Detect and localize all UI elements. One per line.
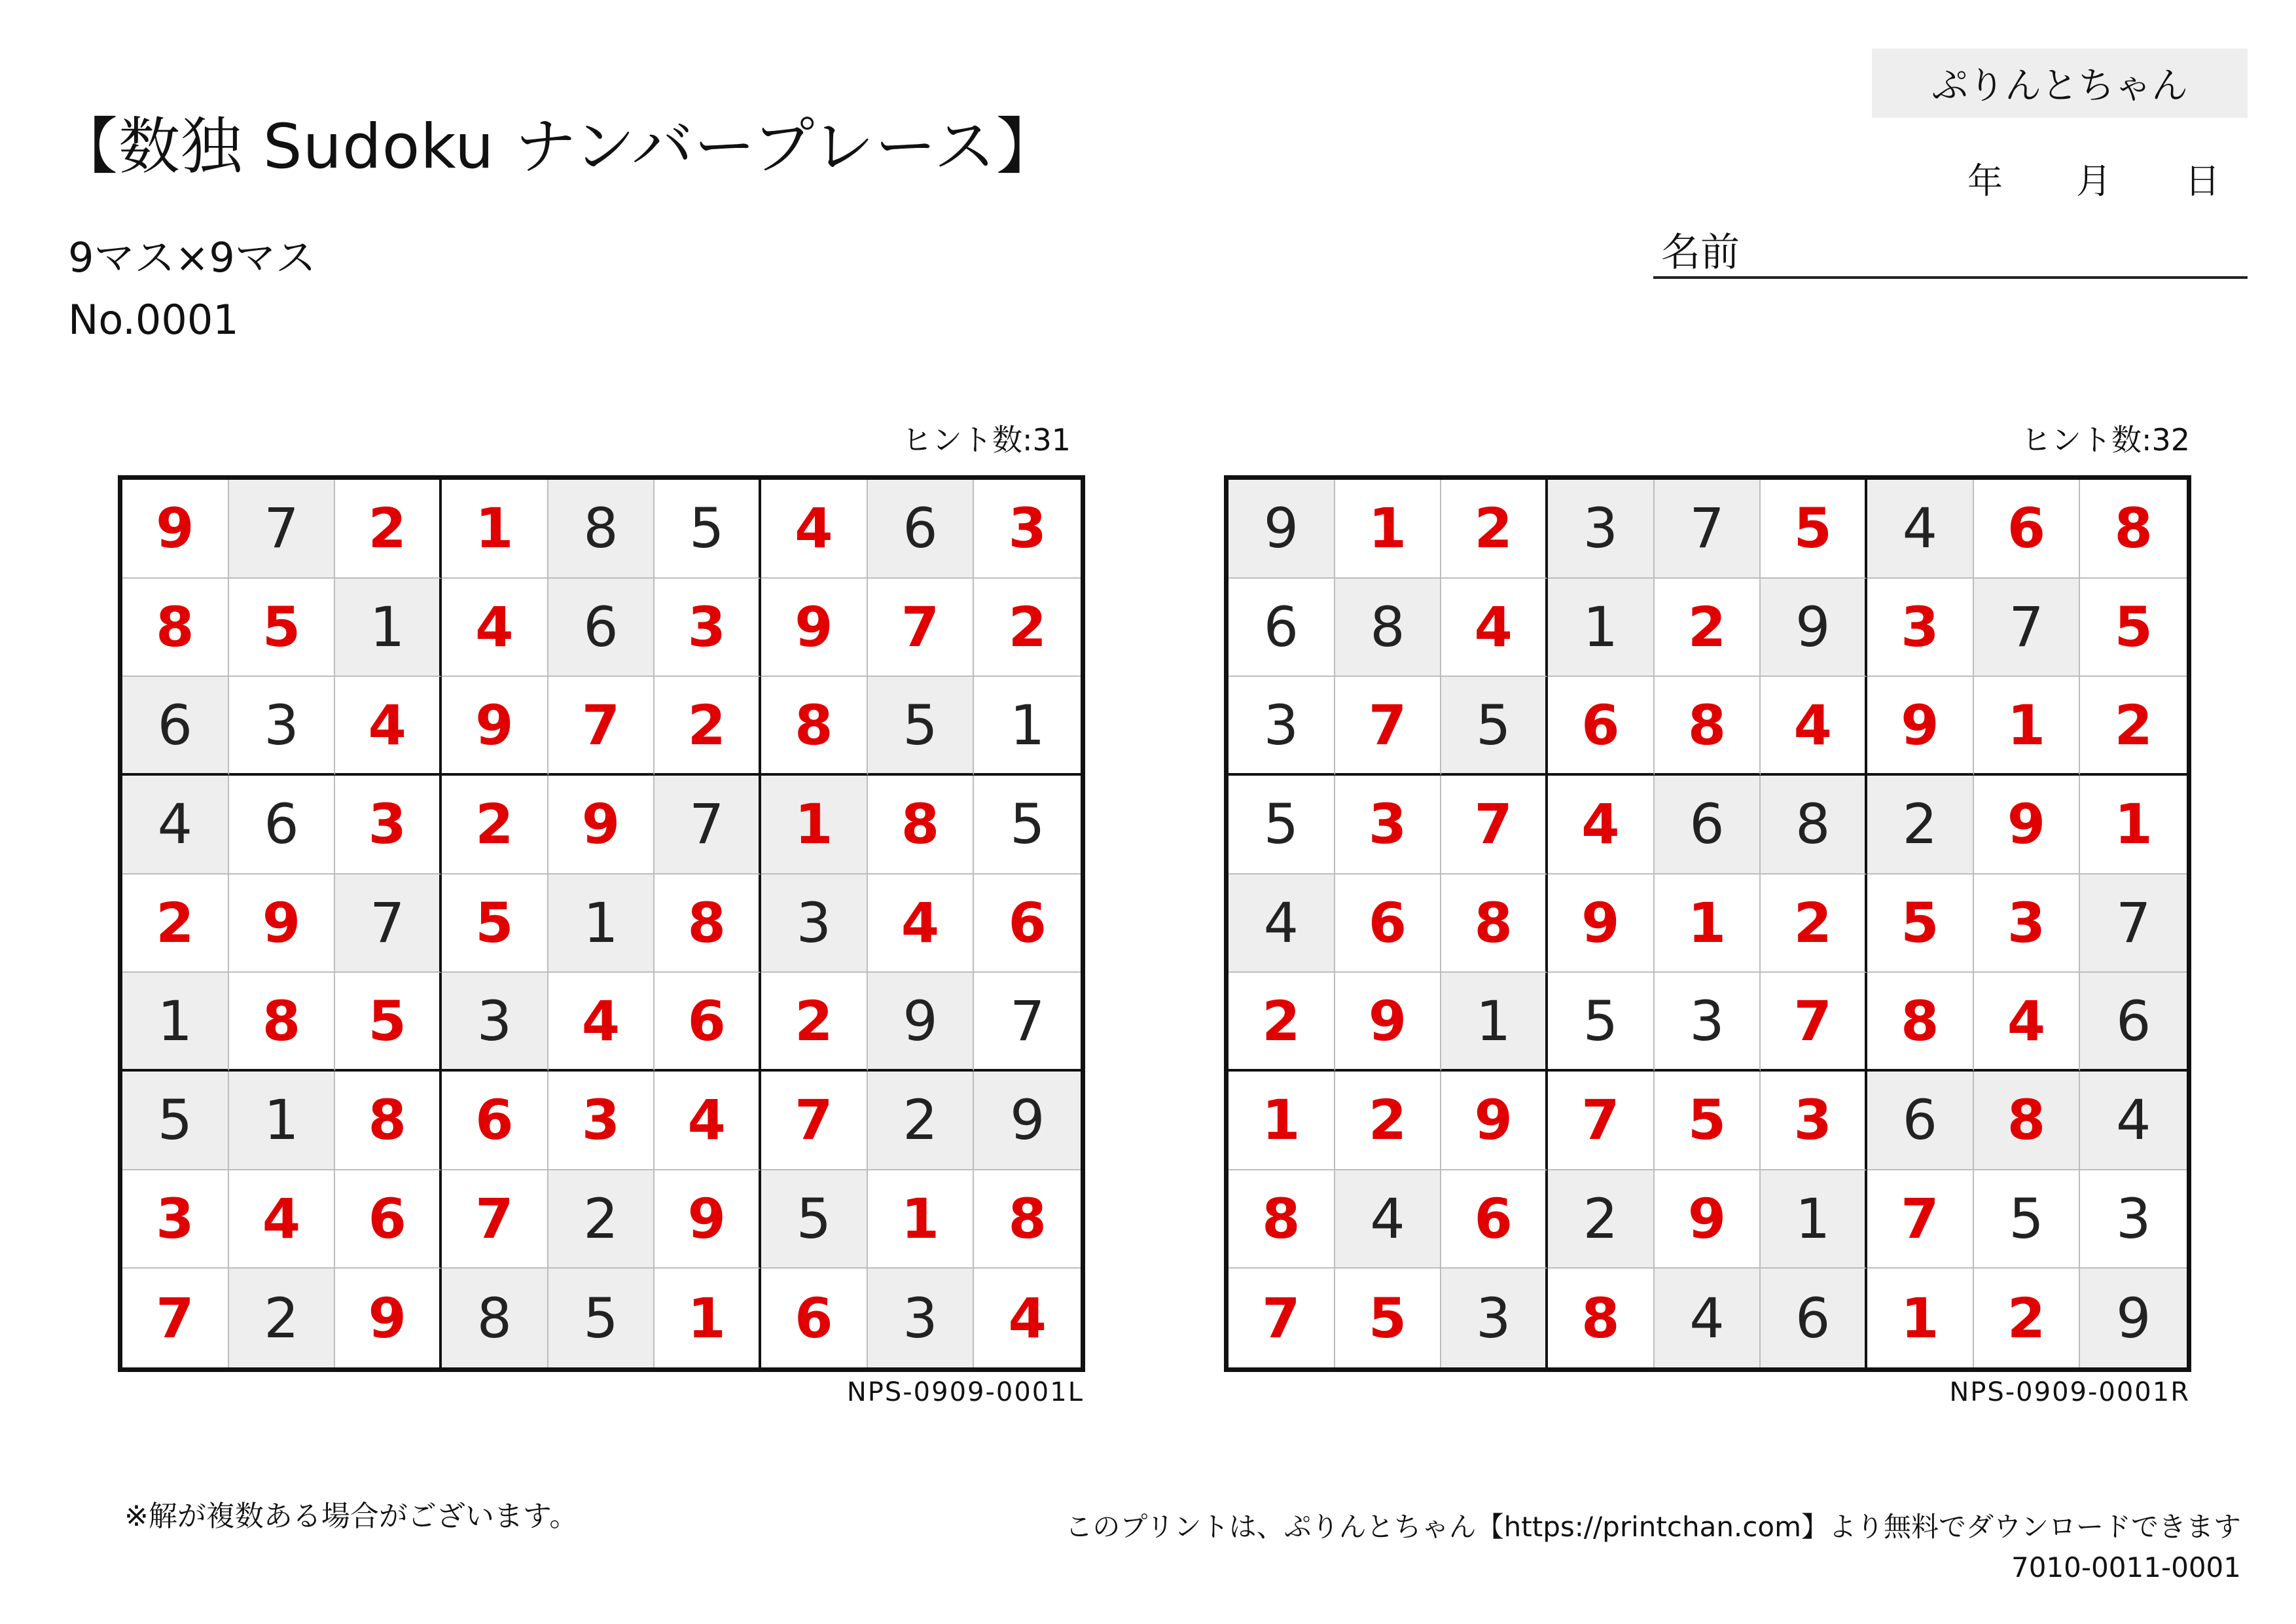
sudoku-cell[interactable]: 8 [1335,579,1442,677]
worksheet-number: No.0001 [68,296,239,344]
sudoku-cell[interactable]: 2 [122,875,229,973]
sudoku-cell[interactable]: 1 [761,776,868,875]
sudoku-cell[interactable]: 8 [229,973,336,1072]
sudoku-cell[interactable]: 8 [974,1170,1081,1269]
sudoku-cell[interactable]: 7 [442,1170,548,1269]
sudoku-cell[interactable]: 1 [655,1269,761,1367]
sudoku-cell[interactable]: 1 [1761,1170,1867,1269]
sudoku-cell[interactable]: 7 [1441,776,1548,875]
sudoku-cell[interactable]: 5 [1229,776,1335,875]
sudoku-cell[interactable]: 8 [1974,1072,2081,1170]
sudoku-cell[interactable]: 9 [868,973,975,1072]
sudoku-cell[interactable]: 3 [1229,677,1335,776]
sudoku-cell[interactable]: 2 [335,480,442,579]
sudoku-cell[interactable]: 7 [1761,973,1867,1072]
sudoku-cell[interactable]: 4 [335,677,442,776]
sudoku-cell[interactable]: 7 [1974,579,2081,677]
sudoku-cell[interactable]: 7 [548,677,655,776]
sudoku-cell[interactable]: 5 [1761,480,1867,579]
date-day-label: 日 [2185,160,2220,202]
sudoku-cell[interactable]: 4 [761,480,868,579]
sudoku-cell[interactable]: 4 [1655,1269,1761,1367]
sudoku-cell[interactable]: 8 [1655,677,1761,776]
sudoku-cell[interactable]: 2 [442,776,548,875]
sudoku-cell[interactable]: 1 [1548,579,1655,677]
sudoku-cell[interactable]: 7 [761,1072,868,1170]
sudoku-cell[interactable]: 6 [2080,973,2187,1072]
sudoku-cell[interactable]: 3 [335,776,442,875]
sudoku-cell[interactable]: 5 [442,875,548,973]
sudoku-cell[interactable]: 4 [122,776,229,875]
sudoku-cell[interactable]: 3 [1761,1072,1867,1170]
sudoku-cell[interactable]: 5 [1441,677,1548,776]
sudoku-cell[interactable]: 2 [229,1269,336,1367]
sudoku-cell[interactable]: 9 [1761,579,1867,677]
sudoku-cell[interactable]: 4 [1867,480,1974,579]
sudoku-cell[interactable]: 1 [868,1170,975,1269]
sudoku-cell[interactable]: 9 [655,1170,761,1269]
grid-size-label: 9マス×9マス [68,234,316,281]
sudoku-cell[interactable]: 5 [1335,1269,1442,1367]
sudoku-cell[interactable]: 6 [1335,875,1442,973]
sudoku-cell[interactable]: 5 [761,1170,868,1269]
sudoku-cell[interactable]: 1 [1974,677,2081,776]
sudoku-cell[interactable]: 9 [1229,480,1335,579]
sudoku-cell[interactable]: 6 [868,480,975,579]
sudoku-cell[interactable]: 8 [548,480,655,579]
sudoku-cell[interactable]: 8 [868,776,975,875]
sudoku-cell[interactable]: 4 [655,1072,761,1170]
sudoku-cell[interactable]: 5 [2080,579,2187,677]
sudoku-cell[interactable]: 7 [335,875,442,973]
sudoku-grid-left [118,475,1085,1372]
hint-count-left: ヒント数:31 [901,422,1071,458]
sudoku-cell[interactable]: 9 [548,776,655,875]
sudoku-cell[interactable]: 7 [868,579,975,677]
sudoku-cell[interactable]: 5 [548,1269,655,1367]
sudoku-cell[interactable]: 7 [1867,1170,1974,1269]
sudoku-cell[interactable]: 6 [655,973,761,1072]
sudoku-cell[interactable]: 8 [761,677,868,776]
sudoku-cell[interactable]: 6 [1867,1072,1974,1170]
sudoku-cell[interactable]: 5 [122,1072,229,1170]
brand-badge: ぷりんとちゃん [1872,48,2248,118]
sudoku-cell[interactable]: 8 [1548,1269,1655,1367]
sudoku-cell[interactable]: 1 [974,677,1081,776]
sudoku-cell[interactable]: 3 [229,677,336,776]
sudoku-cell[interactable]: 2 [1335,1072,1442,1170]
sudoku-cell[interactable]: 8 [442,1269,548,1367]
name-write-line[interactable] [1653,276,2248,279]
sudoku-cell[interactable]: 5 [1867,875,1974,973]
sudoku-cell[interactable]: 6 [1441,1170,1548,1269]
puzzle-id-right: NPS-0909-0001R [1949,1377,2190,1407]
sudoku-cell[interactable]: 3 [974,480,1081,579]
sudoku-cell[interactable]: 6 [229,776,336,875]
sudoku-cell[interactable]: 9 [974,1072,1081,1170]
sudoku-cell[interactable]: 4 [1974,973,2081,1072]
sudoku-cell[interactable]: 2 [548,1170,655,1269]
sudoku-cell[interactable]: 3 [761,875,868,973]
download-credit: このプリントは、ぷりんとちゃん【https://printchan.com】より無料でダウンロードできます [1065,1511,2241,1543]
sudoku-cell[interactable]: 9 [442,677,548,776]
sudoku-cell[interactable]: 8 [2080,480,2187,579]
sudoku-cell[interactable]: 6 [442,1072,548,1170]
sudoku-cell[interactable]: 3 [1974,875,2081,973]
sudoku-cell[interactable]: 8 [1229,1170,1335,1269]
sudoku-cell[interactable]: 1 [548,875,655,973]
sudoku-cell[interactable]: 8 [655,875,761,973]
sudoku-cell[interactable]: 7 [1548,1072,1655,1170]
sudoku-cell[interactable]: 9 [1548,875,1655,973]
sudoku-cell[interactable]: 1 [229,1072,336,1170]
sudoku-cell[interactable]: 4 [1761,677,1867,776]
sudoku-cell[interactable]: 8 [335,1072,442,1170]
sudoku-cell[interactable]: 2 [868,1072,975,1170]
sudoku-cell[interactable]: 3 [1655,973,1761,1072]
sudoku-cell[interactable]: 3 [1548,480,1655,579]
sudoku-cell[interactable]: 6 [1548,677,1655,776]
sudoku-cell[interactable]: 1 [1229,1072,1335,1170]
multiple-solutions-note: ※解が複数ある場合がございます。 [124,1500,579,1533]
sudoku-cell[interactable]: 8 [1761,776,1867,875]
sudoku-cell[interactable]: 4 [868,875,975,973]
date-month-label: 月 [2076,160,2111,202]
sudoku-cell[interactable]: 7 [122,1269,229,1367]
sudoku-grid-right [1224,475,2191,1372]
sudoku-cell[interactable]: 2 [1441,480,1548,579]
sudoku-cell[interactable]: 3 [2080,1170,2187,1269]
name-label: 名前 [1661,230,1740,276]
date-year-label: 年 [1967,160,2003,202]
sudoku-cell[interactable]: 4 [1229,875,1335,973]
sudoku-cell[interactable]: 9 [1655,1170,1761,1269]
sudoku-cell[interactable]: 5 [868,677,975,776]
sudoku-cell[interactable]: 4 [1335,1170,1442,1269]
sudoku-cell[interactable]: 6 [974,875,1081,973]
sudoku-cell[interactable]: 3 [655,579,761,677]
sudoku-cell[interactable]: 9 [2080,1269,2187,1367]
sudoku-cell[interactable]: 6 [335,1170,442,1269]
sudoku-cell[interactable]: 5 [1548,973,1655,1072]
sudoku-cell[interactable]: 9 [1867,677,1974,776]
sudoku-cell[interactable]: 1 [122,973,229,1072]
sudoku-cell[interactable]: 4 [1548,776,1655,875]
sudoku-cell[interactable]: 6 [761,1269,868,1367]
sudoku-cell[interactable]: 2 [655,677,761,776]
sudoku-cell[interactable]: 9 [229,875,336,973]
sudoku-cell[interactable]: 2 [1761,875,1867,973]
sudoku-cell[interactable]: 6 [548,579,655,677]
sudoku-cell[interactable]: 8 [122,579,229,677]
sudoku-cell[interactable]: 1 [1655,875,1761,973]
sudoku-cell[interactable]: 1 [1441,973,1548,1072]
sudoku-cell[interactable]: 6 [1655,776,1761,875]
sudoku-cell[interactable]: 8 [1441,875,1548,973]
sudoku-cell[interactable]: 4 [2080,1072,2187,1170]
sudoku-cell[interactable]: 2 [1974,1269,2081,1367]
sudoku-cell[interactable]: 4 [548,973,655,1072]
sudoku-cell[interactable]: 1 [442,480,548,579]
sudoku-cell[interactable]: 6 [1974,480,2081,579]
sudoku-cell[interactable]: 2 [1548,1170,1655,1269]
sudoku-cell[interactable]: 9 [335,1269,442,1367]
sudoku-cell[interactable]: 6 [1229,579,1335,677]
sudoku-cell[interactable]: 1 [2080,776,2187,875]
sudoku-cell[interactable]: 3 [1441,1269,1548,1367]
sudoku-cell[interactable]: 2 [1229,973,1335,1072]
sudoku-cell[interactable]: 5 [335,973,442,1072]
sudoku-cell[interactable]: 4 [1441,579,1548,677]
puzzle-id-left: NPS-0909-0001L [846,1377,1084,1407]
sudoku-cell[interactable]: 2 [1655,579,1761,677]
worksheet-title: 【数独 Sudoku ナンバープレース】 [56,111,1058,183]
sudoku-cell[interactable]: 2 [1867,776,1974,875]
sudoku-cell[interactable]: 7 [1335,677,1442,776]
sudoku-cell[interactable]: 4 [229,1170,336,1269]
sudoku-cell[interactable]: 9 [122,480,229,579]
sudoku-cell[interactable]: 8 [1867,973,1974,1072]
sudoku-cell[interactable]: 4 [1008,1286,1047,1350]
sudoku-cell[interactable]: 7 [1655,480,1761,579]
hint-count-right: ヒント数:32 [2020,422,2190,458]
sudoku-cell[interactable]: 4 [442,579,548,677]
sudoku-cell[interactable]: 7 [974,973,1081,1072]
sudoku-cell[interactable]: 9 [1974,776,2081,875]
sudoku-cell[interactable]: 2 [2080,677,2187,776]
sudoku-cell[interactable]: 5 [1655,1072,1761,1170]
sudoku-cell[interactable]: 2 [761,973,868,1072]
sudoku-cell[interactable]: 9 [761,579,868,677]
sudoku-cell[interactable]: 6 [1761,1269,1867,1367]
sudoku-cell[interactable]: 9 [1441,1072,1548,1170]
sudoku-cell[interactable]: 3 [122,1170,229,1269]
sudoku-cell[interactable]: 7 [229,480,336,579]
sudoku-cell[interactable]: 7 [2080,875,2187,973]
sudoku-cell[interactable]: 3 [548,1072,655,1170]
sudoku-cell[interactable]: 3 [868,1269,975,1367]
sudoku-cell[interactable]: 5 [974,776,1081,875]
sudoku-cell[interactable]: 3 [1335,776,1442,875]
sudoku-cell[interactable]: 6 [122,677,229,776]
sudoku-cell[interactable]: 7 [1229,1269,1335,1367]
sudoku-cell[interactable]: 3 [442,973,548,1072]
sudoku-cell[interactable]: 5 [229,579,336,677]
sudoku-cell[interactable]: 7 [655,776,761,875]
document-code: 7010-0011-0001 [2011,1551,2241,1583]
sudoku-cell[interactable]: 3 [1867,579,1974,677]
sudoku-cell[interactable]: 9 [1335,973,1442,1072]
sudoku-cell[interactable]: 5 [655,480,761,579]
sudoku-cell[interactable]: 1 [335,579,442,677]
sudoku-cell[interactable]: 2 [974,579,1081,677]
sudoku-cell[interactable]: 5 [1974,1170,2081,1269]
sudoku-cell[interactable]: 1 [1335,480,1442,579]
sudoku-cell[interactable]: 1 [1867,1269,1974,1367]
